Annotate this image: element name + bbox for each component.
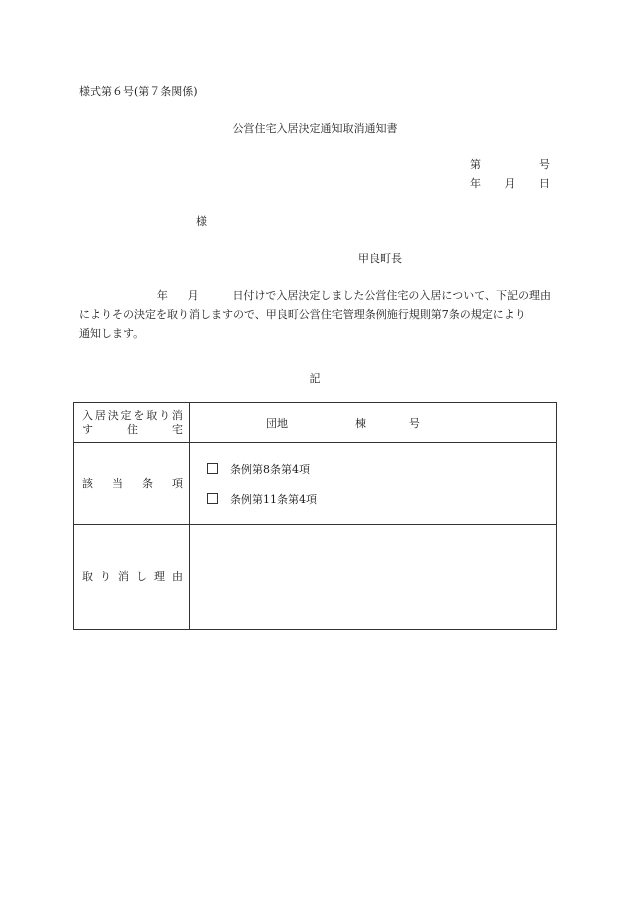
body-month: 月 xyxy=(187,289,199,302)
table-row-cancel-reason xyxy=(74,525,557,630)
go-label: 号 xyxy=(409,416,420,430)
clause-option-2[interactable] xyxy=(190,491,556,507)
cancelled-house-label-top: 入 居 決 定 を 取 り 消 xyxy=(82,408,183,422)
document-title: 公営住宅入居決定通知取消通知書 xyxy=(232,122,398,135)
sender-name: 甲良町長 xyxy=(358,252,402,265)
clause-option-1[interactable] xyxy=(190,461,556,477)
mune-label: 棟 xyxy=(355,416,366,430)
applicable-clause-label: 該 当 条 項 xyxy=(74,443,190,525)
doc-number-prefix: 第 xyxy=(470,158,481,171)
applicable-clause-options xyxy=(190,443,557,525)
date-month: 月 xyxy=(504,177,516,190)
form-number: 様式第６号(第７条関係) xyxy=(79,85,198,98)
body-line-2: によりその決定を取り消しますので、甲良町公営住宅管理条例施行規則第7条の規定により xyxy=(79,308,526,321)
danchi-label: 団地 xyxy=(266,416,288,430)
doc-number-suffix: 号 xyxy=(539,158,550,171)
cancelled-house-label xyxy=(74,403,190,443)
clause-option-2-label: 条例第11条第4項 xyxy=(230,492,317,506)
document-date xyxy=(470,175,550,191)
cancelled-house-value[interactable] xyxy=(190,403,557,443)
table-row-applicable-clause xyxy=(74,443,557,525)
document-number xyxy=(470,156,550,172)
ki-heading: 記 xyxy=(309,372,321,385)
date-day: 日 xyxy=(539,177,550,190)
body-line-1 xyxy=(79,287,551,303)
date-year: 年 xyxy=(470,177,481,190)
cancel-reason-label: 取 り 消 し 理 由 xyxy=(74,525,190,630)
table-row-cancelled-house xyxy=(74,403,557,443)
clause-option-1-label: 条例第8条第4項 xyxy=(230,462,310,476)
body-year: 年 xyxy=(156,289,168,302)
body-line-3: 通知します。 xyxy=(79,327,145,340)
body-line-1-text: 日付けで入居決定しました公営住宅の入居について、下記の理由 xyxy=(232,289,551,302)
checkbox-icon[interactable] xyxy=(207,463,218,474)
checkbox-icon[interactable] xyxy=(207,493,218,504)
addressee-suffix: 様 xyxy=(196,215,207,228)
cancelled-house-label-bottom: す 住 宅 xyxy=(82,422,183,436)
detail-table xyxy=(73,402,557,630)
cancel-reason-value[interactable] xyxy=(190,525,557,630)
